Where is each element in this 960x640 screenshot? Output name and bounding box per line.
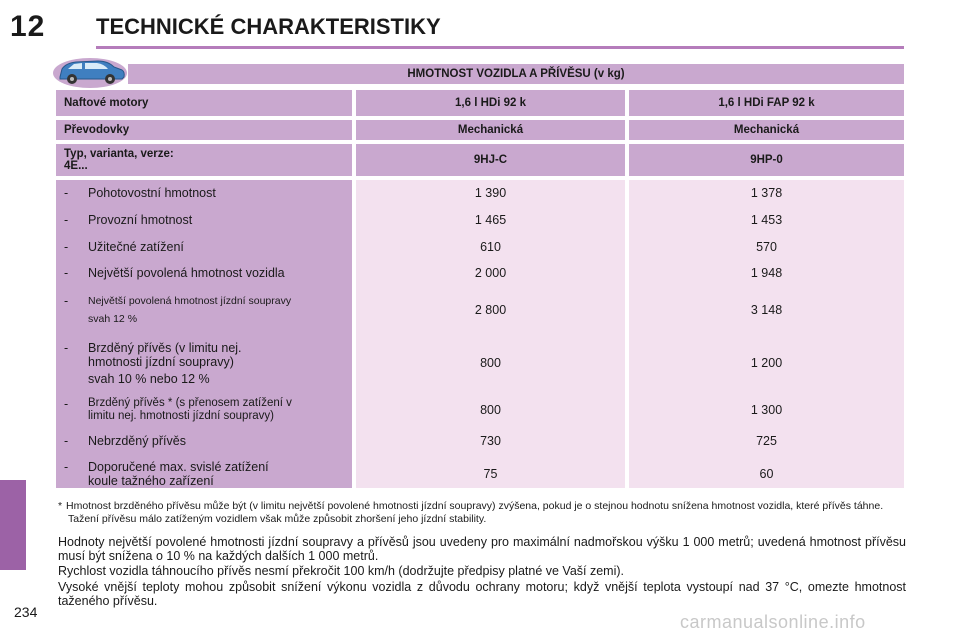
row-value-1: 800 [480,403,501,417]
gearbox-2: Mechanická [629,120,904,140]
bullet-dash: - [64,340,69,355]
type-1: 9HJ-C [356,144,625,176]
chapter-side-tab [0,480,26,570]
paragraph-temperature: Vysoké vnější teploty mohou způsobit snížení výkonu vozidla z důvodu ochrany motoru; když vnější teplota vystoupí nad 37 °C, omezte hmotnost taženého přívěsu. [58,580,906,608]
row-value-2: 570 [756,240,777,254]
bullet-dash: - [64,397,69,411]
row-value-2: 1 378 [750,186,783,200]
bullet-dash: - [64,460,69,474]
engine-2: 1,6 l HDi FAP 92 k [629,90,904,116]
row-value-1: 800 [480,356,501,370]
bullet-dash: - [64,186,69,200]
type-2: 9HP-0 [629,144,904,176]
type-header-row [56,144,904,176]
page-number: 234 [14,604,38,620]
footnote-text: Hmotnost brzděného přívěsu může být (v limitu největší povolené hmotnosti jízdní soupravy) zvýšena, pokud je o stejnou hodnotu snížena hmotnost vozidla, které přívěs táhne. Tažení přívěsu málo zatíženým vozidlem však může způsobit zhoršení jeho jízdní stability. [66,500,884,525]
chapter-number: 12 [10,10,46,43]
row-value-1: 730 [480,434,501,448]
table-row [56,432,904,450]
table-row [56,184,904,202]
row-label-line2: koule tažného zařízení [88,474,214,488]
engine-header-row [56,90,904,116]
engine-header-label: Naftové motory [56,90,352,116]
row-label-line3: svah 10 % nebo 12 % [88,371,210,386]
row-label-line2: hmotnosti jízdní soupravy) [88,354,234,369]
car-icon [52,55,128,88]
engine-1: 1,6 l HDi 92 k [356,90,625,116]
table-row [56,211,904,229]
row-value-2: 1 200 [750,356,783,370]
bullet-dash: - [64,294,69,308]
row-value-2: 725 [756,434,777,448]
bullet-dash: - [64,213,69,227]
row-label-line2: svah 12 % [88,313,138,325]
bullet-dash: - [64,266,69,280]
row-label-line1: Brzděný přívěs * (s přenosem zatížení v [88,397,292,409]
row-value-2: 1 300 [750,403,783,417]
row-value-1: 2 000 [474,266,507,280]
table-row [56,460,904,488]
gearbox-header-label: Převodovky [56,120,352,140]
row-label: Užitečné zatížení [88,240,184,254]
row-value-1: 2 800 [474,303,507,317]
watermark: carmanualsonline.info [680,612,866,632]
table-row [56,396,904,424]
row-label: Provozní hmotnost [88,213,193,227]
row-value-2: 3 148 [750,303,783,317]
paragraph-speed: Rychlost vozidla táhnoucího přívěs nesmí překročit 100 km/h (dodržujte předpisy platné ve Vaší zemi). [58,564,625,578]
row-label-line1: Doporučené max. svislé zatížení [88,460,269,474]
type-header-line1: Typ, varianta, verze: [64,148,174,160]
table-title: HMOTNOST VOZIDLA A PŘÍVĚSU (v kg) [128,64,904,84]
table-row [56,238,904,256]
bullet-dash: - [64,240,69,254]
row-label-line2: limitu nej. hmotnosti jízdní soupravy) [88,410,274,422]
row-label: Největší povolená hmotnost vozidla [88,266,285,280]
row-value-2: 1 948 [750,266,783,280]
row-value-2: 1 453 [750,213,783,227]
type-header-line2: 4E... [64,160,88,172]
type-header-label [56,144,352,176]
row-value-2: 60 [759,467,774,481]
row-label-line1: Brzděný přívěs (v limitu nej. [88,340,242,355]
footnote-star: * [58,500,63,512]
footnote [58,500,906,526]
row-label: Pohotovostní hmotnost [88,186,216,200]
row-label-line1: Největší povolená hmotnost jízdní soupravy [88,295,292,307]
table-row [56,292,904,328]
row-value-1: 75 [483,467,498,481]
table-row [56,340,904,386]
gearbox-header-row [56,120,904,140]
chapter-title: TECHNICKÉ CHARAKTERISTIKY [96,14,441,39]
row-value-1: 1 465 [474,213,507,227]
row-label: Nebrzděný přívěs [88,434,186,448]
row-value-1: 610 [480,240,501,254]
gearbox-1: Mechanická [356,120,625,140]
title-rule [96,46,904,49]
table-row [56,264,904,282]
bullet-dash: - [64,434,69,448]
row-value-1: 1 390 [474,186,507,200]
paragraph-altitude: Hodnoty největší povolené hmotnosti jízdní soupravy a přívěsů jsou uvedeny pro maximální nadmořskou výšku 1 000 metrů; uvedená hmotnost přívěsu musí být snížena o 10 % na každých dalších 1 000 metrů. [58,535,906,563]
